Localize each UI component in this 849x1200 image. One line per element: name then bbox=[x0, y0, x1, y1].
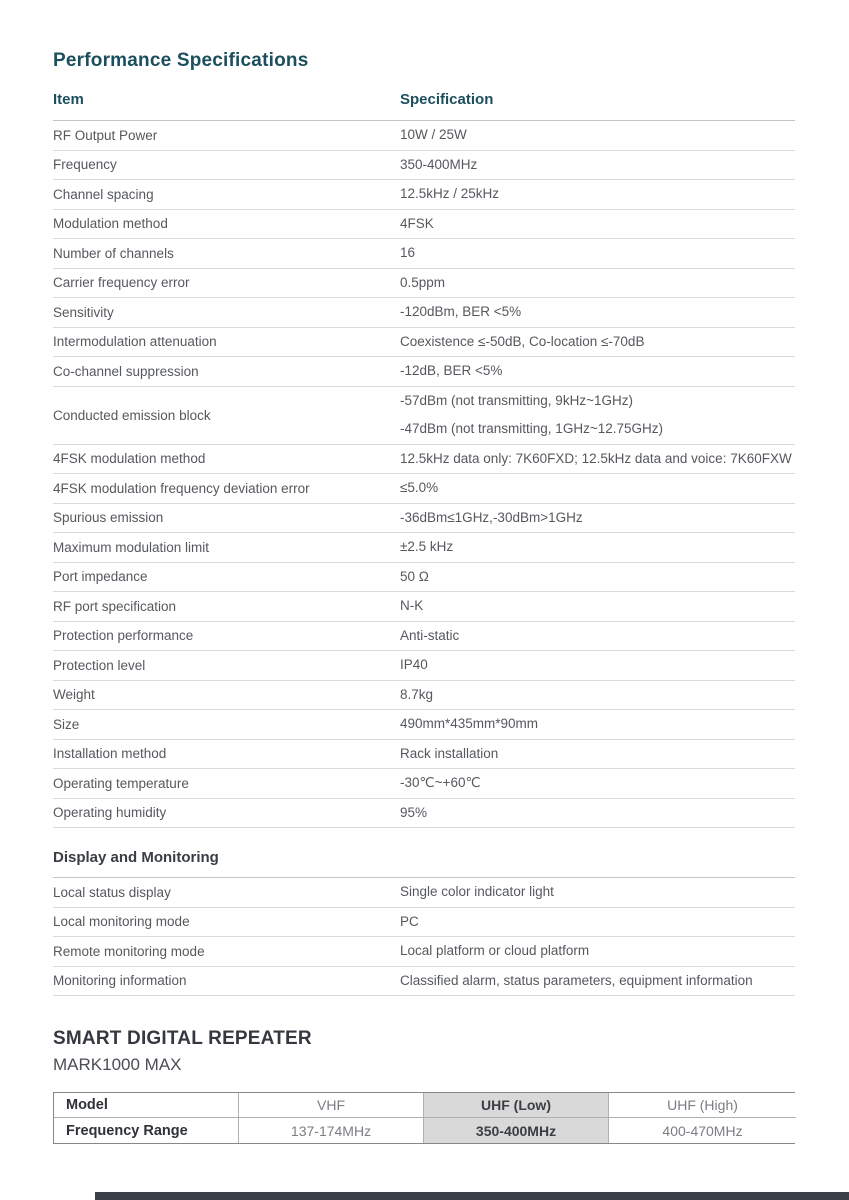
section-title-display-and-monitoring: Display and Monitoring bbox=[53, 849, 795, 878]
spec-value-line: -57dBm (not transmitting, 9kHz~1GHz) bbox=[400, 392, 633, 408]
spec-item-label: Co-channel suppression bbox=[53, 363, 199, 379]
spec-value-line: 4FSK bbox=[400, 215, 434, 231]
spec-item-label: Weight bbox=[53, 687, 95, 703]
spec-item-label: Monitoring information bbox=[53, 973, 187, 989]
product-title: SMART DIGITAL REPEATER bbox=[53, 1028, 312, 1049]
spec-value bbox=[400, 474, 795, 503]
model-table-cell-uhf-low: UHF (Low) bbox=[424, 1093, 609, 1118]
spec-row bbox=[53, 937, 795, 967]
spec-value bbox=[400, 357, 795, 386]
spec-row bbox=[53, 269, 795, 299]
spec-value bbox=[400, 239, 795, 268]
spec-value bbox=[400, 740, 795, 769]
spec-value-line: 10W / 25W bbox=[400, 127, 467, 142]
spec-item-label: Number of channels bbox=[53, 245, 174, 261]
spec-value bbox=[400, 445, 795, 474]
spec-item-label: Remote monitoring mode bbox=[53, 943, 205, 959]
spec-item-label: Frequency bbox=[53, 157, 117, 173]
spec-value-line: Local platform or cloud platform bbox=[400, 943, 590, 958]
spec-value bbox=[400, 328, 795, 357]
spec-value-line: 12.5kHz data only: 7K60FXD; 12.5kHz data and voice: 7K60FXW bbox=[400, 450, 792, 466]
spec-value bbox=[400, 937, 795, 966]
spec-row bbox=[53, 740, 795, 770]
spec-value-line: -30℃~+60℃ bbox=[400, 775, 481, 790]
spec-value bbox=[400, 387, 795, 444]
spec-row bbox=[53, 180, 795, 210]
spec-item-label: Carrier frequency error bbox=[53, 275, 190, 291]
spec-value-line: -12dB, BER <5% bbox=[400, 363, 503, 378]
spec-row bbox=[53, 474, 795, 504]
spec-value bbox=[400, 298, 795, 327]
spec-value-line: Rack installation bbox=[400, 745, 499, 761]
spec-item-label: Protection level bbox=[53, 657, 146, 673]
model-table-cell-vhf-range: 137-174MHz bbox=[239, 1118, 424, 1143]
spec-row bbox=[53, 681, 795, 711]
spec-value-line: Single color indicator light bbox=[400, 884, 554, 899]
spec-value bbox=[400, 769, 795, 798]
spec-value-line: 50 Ω bbox=[400, 568, 429, 584]
spec-row bbox=[53, 563, 795, 593]
spec-row bbox=[53, 710, 795, 740]
spec-item-label: Channel spacing bbox=[53, 186, 154, 202]
spec-item-label: Spurious emission bbox=[53, 510, 164, 526]
next-page-table-cutoff-bar bbox=[95, 1192, 849, 1200]
spec-item-label: Maximum modulation limit bbox=[53, 539, 210, 555]
spec-value bbox=[400, 651, 795, 680]
spec-item-label: Local monitoring mode bbox=[53, 914, 190, 930]
spec-row bbox=[53, 151, 795, 181]
spec-item-label: Modulation method bbox=[53, 216, 168, 232]
spec-value-line: IP40 bbox=[400, 657, 428, 672]
spec-value-line: 0.5ppm bbox=[400, 274, 446, 290]
spec-value-line: -120dBm, BER <5% bbox=[400, 304, 522, 319]
spec-item-label: RF port specification bbox=[53, 598, 177, 614]
spec-row bbox=[53, 533, 795, 563]
spec-value-line: Coexistence ≤-50dB, Co-location ≤-70dB bbox=[400, 333, 645, 349]
spec-row bbox=[53, 799, 795, 829]
spec-row bbox=[53, 445, 795, 475]
spec-row bbox=[53, 769, 795, 799]
page-title: Performance Specifications bbox=[53, 50, 309, 71]
spec-item-label: Operating temperature bbox=[53, 775, 189, 791]
spec-item-label: Operating humidity bbox=[53, 805, 167, 821]
model-table-cell-uhf-low-range: 350-400MHz bbox=[424, 1118, 609, 1143]
spec-value-line: ≤5.0% bbox=[400, 480, 439, 495]
spec-item-label: 4FSK modulation frequency deviation error bbox=[53, 480, 310, 496]
spec-row bbox=[53, 210, 795, 240]
model-table-row-label: Model bbox=[54, 1093, 239, 1118]
spec-value bbox=[400, 151, 795, 180]
spec-row bbox=[53, 121, 795, 151]
spec-row bbox=[53, 967, 795, 997]
spec-item-label: 4FSK modulation method bbox=[53, 451, 206, 467]
spec-value bbox=[400, 592, 795, 621]
performance-spec-rows bbox=[53, 121, 795, 828]
spec-row bbox=[53, 387, 795, 445]
spec-row bbox=[53, 504, 795, 534]
spec-row bbox=[53, 878, 795, 908]
spec-row bbox=[53, 651, 795, 681]
spec-value bbox=[400, 210, 795, 239]
spec-item-label: Port impedance bbox=[53, 569, 148, 585]
display-monitoring-rows bbox=[53, 878, 795, 996]
spec-value-line: 8.7kg bbox=[400, 686, 434, 702]
spec-value-line: 350-400MHz bbox=[400, 156, 478, 172]
spec-value bbox=[400, 269, 795, 298]
spec-value-line: -47dBm (not transmitting, 1GHz~12.75GHz) bbox=[400, 421, 663, 436]
spec-value bbox=[400, 504, 795, 533]
model-table-cell-uhf-high-range: 400-470MHz bbox=[609, 1118, 796, 1143]
spec-item-label: Intermodulation attenuation bbox=[53, 334, 217, 350]
spec-row bbox=[53, 622, 795, 652]
spec-value-line: 12.5kHz / 25kHz bbox=[400, 186, 500, 201]
spec-value bbox=[400, 967, 795, 996]
spec-row bbox=[53, 298, 795, 328]
spec-value-line: 16 bbox=[400, 245, 416, 260]
spec-item-label: Local status display bbox=[53, 884, 171, 900]
spec-value bbox=[400, 622, 795, 651]
spec-value bbox=[400, 180, 795, 209]
spec-value-line: ±2.5 kHz bbox=[400, 539, 454, 554]
spec-value-line: 95% bbox=[400, 804, 428, 820]
spec-value bbox=[400, 681, 795, 710]
spec-value-line: PC bbox=[400, 913, 419, 929]
spec-value-line: -36dBm≤1GHz,-30dBm>1GHz bbox=[400, 509, 583, 525]
spec-item-label: Installation method bbox=[53, 746, 167, 762]
spec-value bbox=[400, 533, 795, 562]
product-model: MARK1000 MAX bbox=[53, 1055, 182, 1074]
spec-value bbox=[400, 908, 795, 937]
model-table bbox=[53, 1092, 795, 1144]
model-table-row-label: Frequency Range bbox=[54, 1118, 239, 1143]
column-header-item: Item bbox=[53, 91, 84, 108]
spec-row bbox=[53, 357, 795, 387]
spec-value-line: Classified alarm, status parameters, equipment information bbox=[400, 972, 753, 988]
spec-item-label: RF Output Power bbox=[53, 127, 158, 143]
spec-row bbox=[53, 328, 795, 358]
spec-value bbox=[400, 563, 795, 592]
spec-value bbox=[400, 121, 795, 150]
spec-value-line: Anti-static bbox=[400, 627, 460, 643]
spec-item-label: Protection performance bbox=[53, 628, 194, 644]
model-table-cell-uhf-high: UHF (High) bbox=[609, 1093, 796, 1118]
spec-item-label: Size bbox=[53, 716, 80, 732]
spec-value-line: N-K bbox=[400, 598, 424, 613]
spec-value bbox=[400, 710, 795, 739]
spec-row bbox=[53, 239, 795, 269]
spec-value bbox=[400, 878, 795, 907]
spec-value bbox=[400, 799, 795, 828]
model-table-cell-vhf: VHF bbox=[239, 1093, 424, 1118]
spec-row bbox=[53, 908, 795, 938]
spec-value-line: 490mm*435mm*90mm bbox=[400, 716, 539, 731]
spec-table-header bbox=[53, 91, 795, 121]
spec-item-label: Conducted emission block bbox=[53, 407, 211, 423]
spec-row bbox=[53, 592, 795, 622]
column-header-specification: Specification bbox=[400, 91, 494, 108]
spec-item-label: Sensitivity bbox=[53, 304, 114, 320]
